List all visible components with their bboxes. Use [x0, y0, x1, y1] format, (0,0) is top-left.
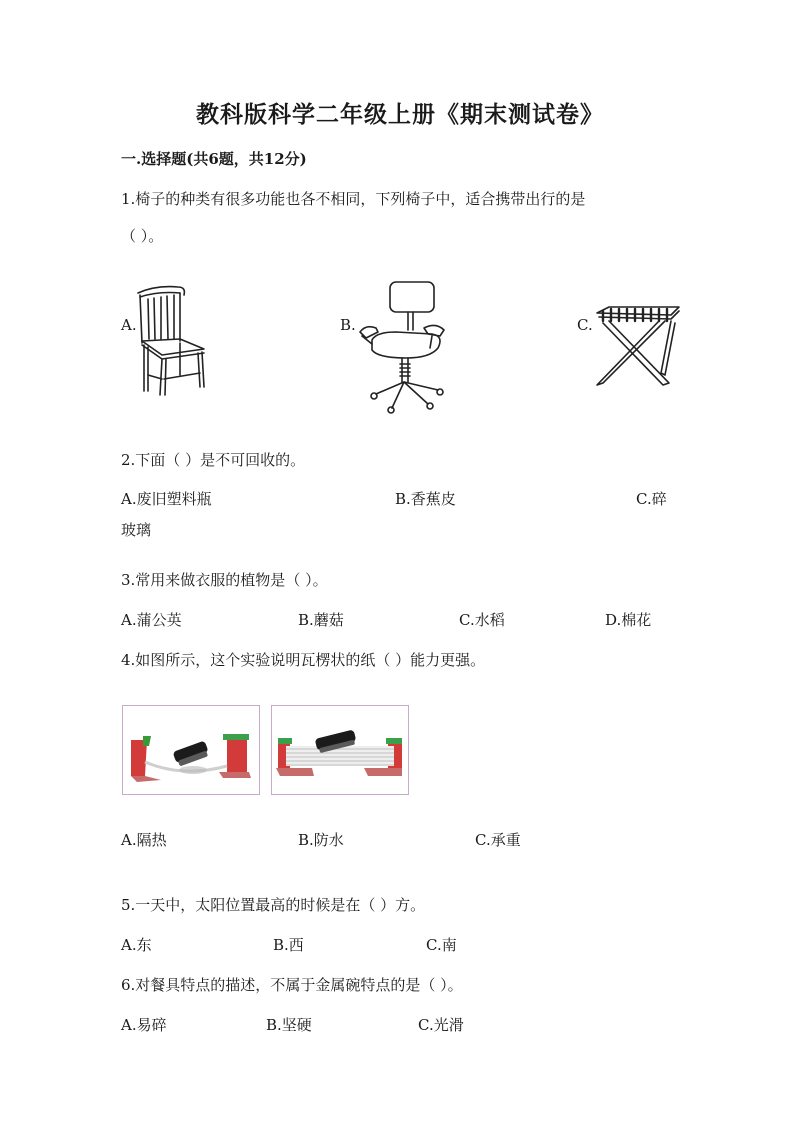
office-swivel-chair-icon	[356, 278, 446, 416]
flat-paper-bridge-photo	[122, 705, 260, 795]
question-3-stem: 3.常用来做衣服的植物是（ ）。	[121, 571, 328, 589]
question-4-stem: 4.如图所示，这个实验说明瓦楞状的纸（ ）能力更强。	[121, 651, 486, 669]
question-5-option-a[interactable]: A.东	[121, 936, 152, 954]
question-6-option-c[interactable]: C.光滑	[418, 1016, 464, 1034]
question-2-stem: 2.下面（ ）是不可回收的。	[121, 451, 306, 469]
question-1-option-c[interactable]: C.	[577, 316, 593, 334]
question-4-option-a[interactable]: A.隔热	[121, 831, 167, 849]
question-2-option-b[interactable]: B.香蕉皮	[395, 490, 456, 508]
question-2-option-a[interactable]: A.废旧塑料瓶	[121, 490, 212, 508]
question-1-stem: 1.椅子的种类有很多功能也各不相同，下列椅子中，适合携带出行的是	[121, 190, 586, 208]
question-3-option-c[interactable]: C.水稻	[459, 611, 505, 629]
page-title: 教科版科学二年级上册《期末测试卷》	[196, 101, 604, 128]
question-2-option-c-wrap: 玻璃	[121, 521, 152, 539]
question-4-option-c[interactable]: C.承重	[475, 831, 521, 849]
folding-stool-icon	[593, 303, 683, 391]
question-6-stem: 6.对餐具特点的描述，不属于金属碗特点的是（ ）。	[121, 976, 463, 994]
question-1-option-b[interactable]: B.	[340, 316, 356, 334]
question-4-option-b[interactable]: B.防水	[298, 831, 344, 849]
question-5-option-c[interactable]: C.南	[426, 936, 457, 954]
question-3-option-d[interactable]: D.棉花	[605, 611, 652, 629]
question-3-option-a[interactable]: A.蒲公英	[121, 611, 182, 629]
corrugated-paper-bridge-photo	[271, 705, 409, 795]
question-3-option-b[interactable]: B.蘑菇	[298, 611, 344, 629]
question-6-option-a[interactable]: A.易碎	[121, 1016, 167, 1034]
wooden-chair-icon	[134, 283, 212, 399]
question-2-option-c[interactable]: C.碎	[636, 490, 667, 508]
question-6-option-b[interactable]: B.坚硬	[266, 1016, 312, 1034]
question-1-stem-cont: （ ）。	[121, 227, 164, 245]
section-heading: 一.选择题(共6题，共12分)	[121, 150, 307, 168]
question-5-stem: 5.一天中，太阳位置最高的时候是在（ ）方。	[121, 896, 426, 914]
question-1-option-a[interactable]: A.	[121, 316, 137, 334]
question-5-option-b[interactable]: B.西	[273, 936, 304, 954]
